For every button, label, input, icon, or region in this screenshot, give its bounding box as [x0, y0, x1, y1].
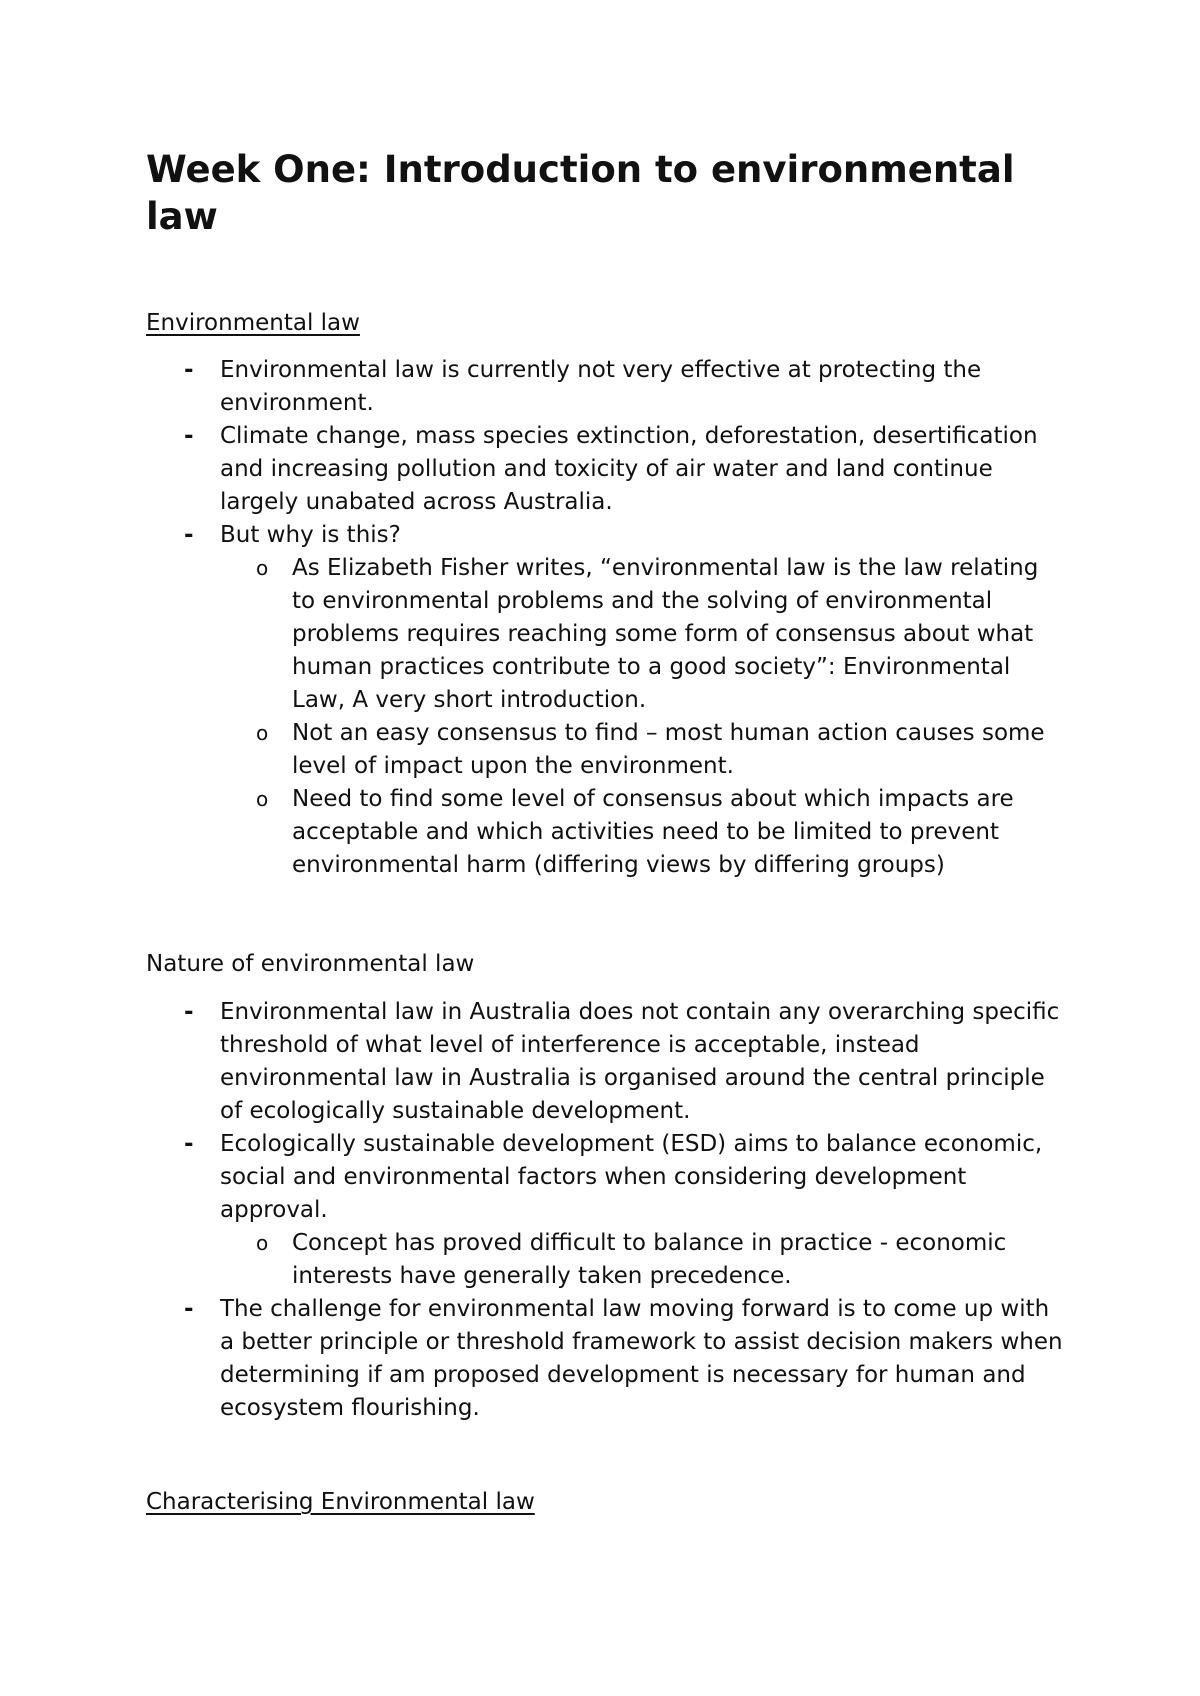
dash-bullet: - — [184, 522, 194, 548]
section-list-environmental-law — [0, 354, 1066, 882]
list-item-text: The challenge for environmental law moving forward is to come up with a better principle or threshold framework to assist decision makers when determining if am proposed development is necessary for human and ecosystem flourishing. — [220, 1296, 1063, 1421]
section-heading-environmental-law: Environmental law — [146, 310, 360, 336]
circle-bullet: o — [256, 1231, 269, 1255]
section-list-nature-of-environmental-law — [0, 996, 1066, 1425]
dash-bullet: - — [184, 1131, 194, 1157]
page-title: Week One: Introduction to environmental law — [146, 148, 1015, 238]
dash-bullet: - — [184, 357, 194, 383]
sub-list-item-text: Concept has proved difficult to balance in practice - economic interests have generally taken precedence. — [292, 1230, 1007, 1289]
list-item — [0, 1128, 1066, 1227]
sub-list-item — [0, 783, 1066, 882]
list-item — [0, 996, 1066, 1128]
dash-bullet: - — [184, 1296, 194, 1322]
sub-list-item — [0, 717, 1066, 783]
list-item — [0, 1293, 1066, 1425]
sub-list-item-text: Not an easy consensus to find – most human action causes some level of impact upon the environment. — [292, 720, 1045, 779]
circle-bullet: o — [256, 787, 269, 811]
dash-bullet: - — [184, 999, 194, 1025]
list-item — [0, 354, 1066, 420]
sub-list-item-text: As Elizabeth Fisher writes, “environmental law is the law relating to environmental problems and the solving of environmental problems requires reaching some form of consensus about what human practices contribute to a good society”: Environmental Law, A very short introduction. — [292, 555, 1039, 713]
sub-list-item — [0, 1227, 1066, 1293]
list-item-text: Environmental law in Australia does not contain any overarching specific threshold of what level of interference is acceptable, instead environmental law in Australia is organised around the central principle of ecologically sustainable development. — [220, 999, 1060, 1124]
list-item-text: Environmental law is currently not very effective at protecting the environment. — [220, 357, 982, 416]
section-heading-characterising-environmental-law: Characterising Environmental law — [146, 1489, 535, 1515]
list-item — [0, 420, 1066, 519]
section-heading-nature-of-environmental-law: Nature of environmental law — [146, 951, 475, 977]
sub-list-item-text: Need to find some level of consensus about which impacts are acceptable and which activities need to be limited to prevent environmental harm (differing views by differing groups) — [292, 786, 1014, 878]
dash-bullet: - — [184, 423, 194, 449]
list-item-text: Climate change, mass species extinction, deforestation, desertification and increasing pollution and toxicity of air water and land continue largely unabated across Australia. — [220, 423, 1038, 515]
sub-list-item — [0, 552, 1066, 717]
list-item — [0, 519, 1066, 552]
list-item-text: But why is this? — [220, 522, 401, 548]
circle-bullet: o — [256, 721, 269, 745]
list-item-text: Ecologically sustainable development (ESD) aims to balance economic, social and environmental factors when considering development approval. — [220, 1131, 1043, 1223]
circle-bullet: o — [256, 556, 269, 580]
